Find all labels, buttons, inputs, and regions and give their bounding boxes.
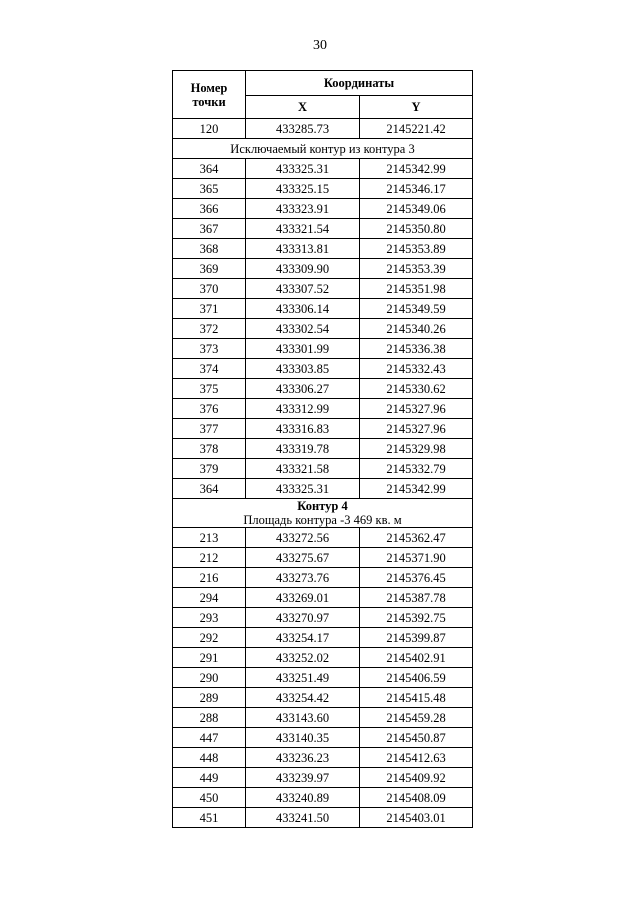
- x-coordinate-cell: 433323.91: [246, 199, 360, 219]
- rows-group-c: [173, 528, 473, 828]
- x-coordinate-cell: 433236.23: [246, 748, 360, 768]
- point-number-cell: 371: [173, 299, 246, 319]
- point-number-cell: 375: [173, 379, 246, 399]
- table-row: [173, 359, 473, 379]
- rows-group-b: [173, 159, 473, 499]
- table-row: [173, 159, 473, 179]
- table-row: [173, 568, 473, 588]
- x-coordinate-cell: 433241.50: [246, 808, 360, 828]
- table-row: [173, 548, 473, 568]
- y-coordinate-cell: 2145327.96: [360, 419, 473, 439]
- y-coordinate-cell: 2145387.78: [360, 588, 473, 608]
- point-number-cell: 292: [173, 628, 246, 648]
- contour-4-area: Площадь контура -3 469 кв. м: [243, 513, 402, 527]
- point-number-cell: 379: [173, 459, 246, 479]
- section-excluded: [173, 139, 473, 159]
- x-coordinate-cell: 433275.67: [246, 548, 360, 568]
- x-coordinate-cell: 433240.89: [246, 788, 360, 808]
- point-number-cell: 213: [173, 528, 246, 548]
- coordinates-table: [172, 70, 473, 828]
- point-number-cell: 378: [173, 439, 246, 459]
- table-row: [173, 439, 473, 459]
- y-coordinate-cell: 2145412.63: [360, 748, 473, 768]
- section-contour-4: [173, 499, 473, 528]
- x-coordinate-cell: 433306.14: [246, 299, 360, 319]
- point-number-cell: 451: [173, 808, 246, 828]
- y-coordinate-cell: 2145408.09: [360, 788, 473, 808]
- x-coordinate-cell: 433273.76: [246, 568, 360, 588]
- table-row: [173, 419, 473, 439]
- point-number-cell: 448: [173, 748, 246, 768]
- y-coordinate-cell: 2145346.17: [360, 179, 473, 199]
- table-row: [173, 259, 473, 279]
- x-coordinate-cell: 433321.54: [246, 219, 360, 239]
- table-row: [173, 219, 473, 239]
- table-row: [173, 119, 473, 139]
- point-number-cell: 376: [173, 399, 246, 419]
- y-coordinate-cell: 2145329.98: [360, 439, 473, 459]
- x-coordinate-cell: 433239.97: [246, 768, 360, 788]
- x-coordinate-cell: 433143.60: [246, 708, 360, 728]
- y-coordinate-cell: 2145342.99: [360, 479, 473, 499]
- point-number-cell: 372: [173, 319, 246, 339]
- table-row: [173, 239, 473, 259]
- x-coordinate-cell: 433307.52: [246, 279, 360, 299]
- table-row: [173, 339, 473, 359]
- y-coordinate-cell: 2145332.43: [360, 359, 473, 379]
- table-row: [173, 479, 473, 499]
- y-coordinate-cell: 2145450.87: [360, 728, 473, 748]
- table-row: [173, 399, 473, 419]
- rows-group-a: [173, 119, 473, 139]
- y-coordinate-cell: 2145392.75: [360, 608, 473, 628]
- y-coordinate-cell: 2145351.98: [360, 279, 473, 299]
- x-coordinate-cell: 433252.02: [246, 648, 360, 668]
- x-coordinate-cell: 433319.78: [246, 439, 360, 459]
- x-coordinate-cell: 433251.49: [246, 668, 360, 688]
- table-row: [173, 648, 473, 668]
- table-row: [173, 199, 473, 219]
- y-coordinate-cell: 2145406.59: [360, 668, 473, 688]
- point-number-cell: 370: [173, 279, 246, 299]
- y-coordinate-cell: 2145221.42: [360, 119, 473, 139]
- point-number-cell: 289: [173, 688, 246, 708]
- table-row: [173, 808, 473, 828]
- point-number-cell: 367: [173, 219, 246, 239]
- point-number-cell: 373: [173, 339, 246, 359]
- contour-4-heading: [173, 499, 473, 528]
- y-coordinate-cell: 2145342.99: [360, 159, 473, 179]
- table-row: [173, 279, 473, 299]
- point-number-cell: 374: [173, 359, 246, 379]
- point-number-cell: 449: [173, 768, 246, 788]
- table-row: [173, 319, 473, 339]
- table-row: [173, 588, 473, 608]
- header-coordinates: Координаты: [246, 71, 473, 96]
- page-number: 30: [313, 38, 327, 53]
- point-number-cell: 366: [173, 199, 246, 219]
- table-row: [173, 379, 473, 399]
- table-row: [173, 748, 473, 768]
- table-row: [173, 788, 473, 808]
- x-coordinate-cell: 433254.42: [246, 688, 360, 708]
- x-coordinate-cell: 433325.15: [246, 179, 360, 199]
- table-row: [173, 628, 473, 648]
- x-coordinate-cell: 433309.90: [246, 259, 360, 279]
- y-coordinate-cell: 2145376.45: [360, 568, 473, 588]
- x-coordinate-cell: 433321.58: [246, 459, 360, 479]
- point-number-cell: 288: [173, 708, 246, 728]
- point-number-cell: 212: [173, 548, 246, 568]
- point-number-cell: 365: [173, 179, 246, 199]
- x-coordinate-cell: 433303.85: [246, 359, 360, 379]
- x-coordinate-cell: 433270.97: [246, 608, 360, 628]
- y-coordinate-cell: 2145353.89: [360, 239, 473, 259]
- x-coordinate-cell: 433269.01: [246, 588, 360, 608]
- y-coordinate-cell: 2145415.48: [360, 688, 473, 708]
- table-row: [173, 179, 473, 199]
- y-coordinate-cell: 2145399.87: [360, 628, 473, 648]
- table-header: [173, 71, 473, 119]
- point-number-cell: 368: [173, 239, 246, 259]
- contour-4-title: Контур 4: [297, 499, 348, 513]
- point-number-cell: 450: [173, 788, 246, 808]
- y-coordinate-cell: 2145327.96: [360, 399, 473, 419]
- table-row: [173, 688, 473, 708]
- point-number-cell: 294: [173, 588, 246, 608]
- x-coordinate-cell: 433254.17: [246, 628, 360, 648]
- x-coordinate-cell: 433306.27: [246, 379, 360, 399]
- x-coordinate-cell: 433301.99: [246, 339, 360, 359]
- point-number-cell: 364: [173, 159, 246, 179]
- table-row: [173, 768, 473, 788]
- header-x: X: [246, 96, 360, 119]
- point-number-cell: 364: [173, 479, 246, 499]
- point-number-cell: 120: [173, 119, 246, 139]
- point-number-cell: 447: [173, 728, 246, 748]
- y-coordinate-cell: 2145403.01: [360, 808, 473, 828]
- x-coordinate-cell: 433302.54: [246, 319, 360, 339]
- point-number-cell: 377: [173, 419, 246, 439]
- table-row: [173, 299, 473, 319]
- x-coordinate-cell: 433140.35: [246, 728, 360, 748]
- x-coordinate-cell: 433325.31: [246, 479, 360, 499]
- table-row: [173, 459, 473, 479]
- table-row: [173, 728, 473, 748]
- point-number-cell: 216: [173, 568, 246, 588]
- point-number-cell: 293: [173, 608, 246, 628]
- y-coordinate-cell: 2145349.06: [360, 199, 473, 219]
- x-coordinate-cell: 433285.73: [246, 119, 360, 139]
- y-coordinate-cell: 2145349.59: [360, 299, 473, 319]
- x-coordinate-cell: 433313.81: [246, 239, 360, 259]
- table-row: [173, 708, 473, 728]
- y-coordinate-cell: 2145332.79: [360, 459, 473, 479]
- point-number-cell: 369: [173, 259, 246, 279]
- point-number-cell: 290: [173, 668, 246, 688]
- x-coordinate-cell: 433272.56: [246, 528, 360, 548]
- y-coordinate-cell: 2145402.91: [360, 648, 473, 668]
- point-number-cell: 291: [173, 648, 246, 668]
- x-coordinate-cell: 433325.31: [246, 159, 360, 179]
- header-point-number: Номер точки: [173, 71, 246, 119]
- y-coordinate-cell: 2145409.92: [360, 768, 473, 788]
- y-coordinate-cell: 2145362.47: [360, 528, 473, 548]
- x-coordinate-cell: 433316.83: [246, 419, 360, 439]
- y-coordinate-cell: 2145459.28: [360, 708, 473, 728]
- table-row: [173, 668, 473, 688]
- x-coordinate-cell: 433312.99: [246, 399, 360, 419]
- y-coordinate-cell: 2145336.38: [360, 339, 473, 359]
- y-coordinate-cell: 2145371.90: [360, 548, 473, 568]
- header-y: Y: [360, 96, 473, 119]
- table-row: [173, 528, 473, 548]
- y-coordinate-cell: 2145350.80: [360, 219, 473, 239]
- y-coordinate-cell: 2145330.62: [360, 379, 473, 399]
- section-excluded-label: Исключаемый контур из контура 3: [173, 139, 473, 159]
- y-coordinate-cell: 2145353.39: [360, 259, 473, 279]
- table-row: [173, 608, 473, 628]
- y-coordinate-cell: 2145340.26: [360, 319, 473, 339]
